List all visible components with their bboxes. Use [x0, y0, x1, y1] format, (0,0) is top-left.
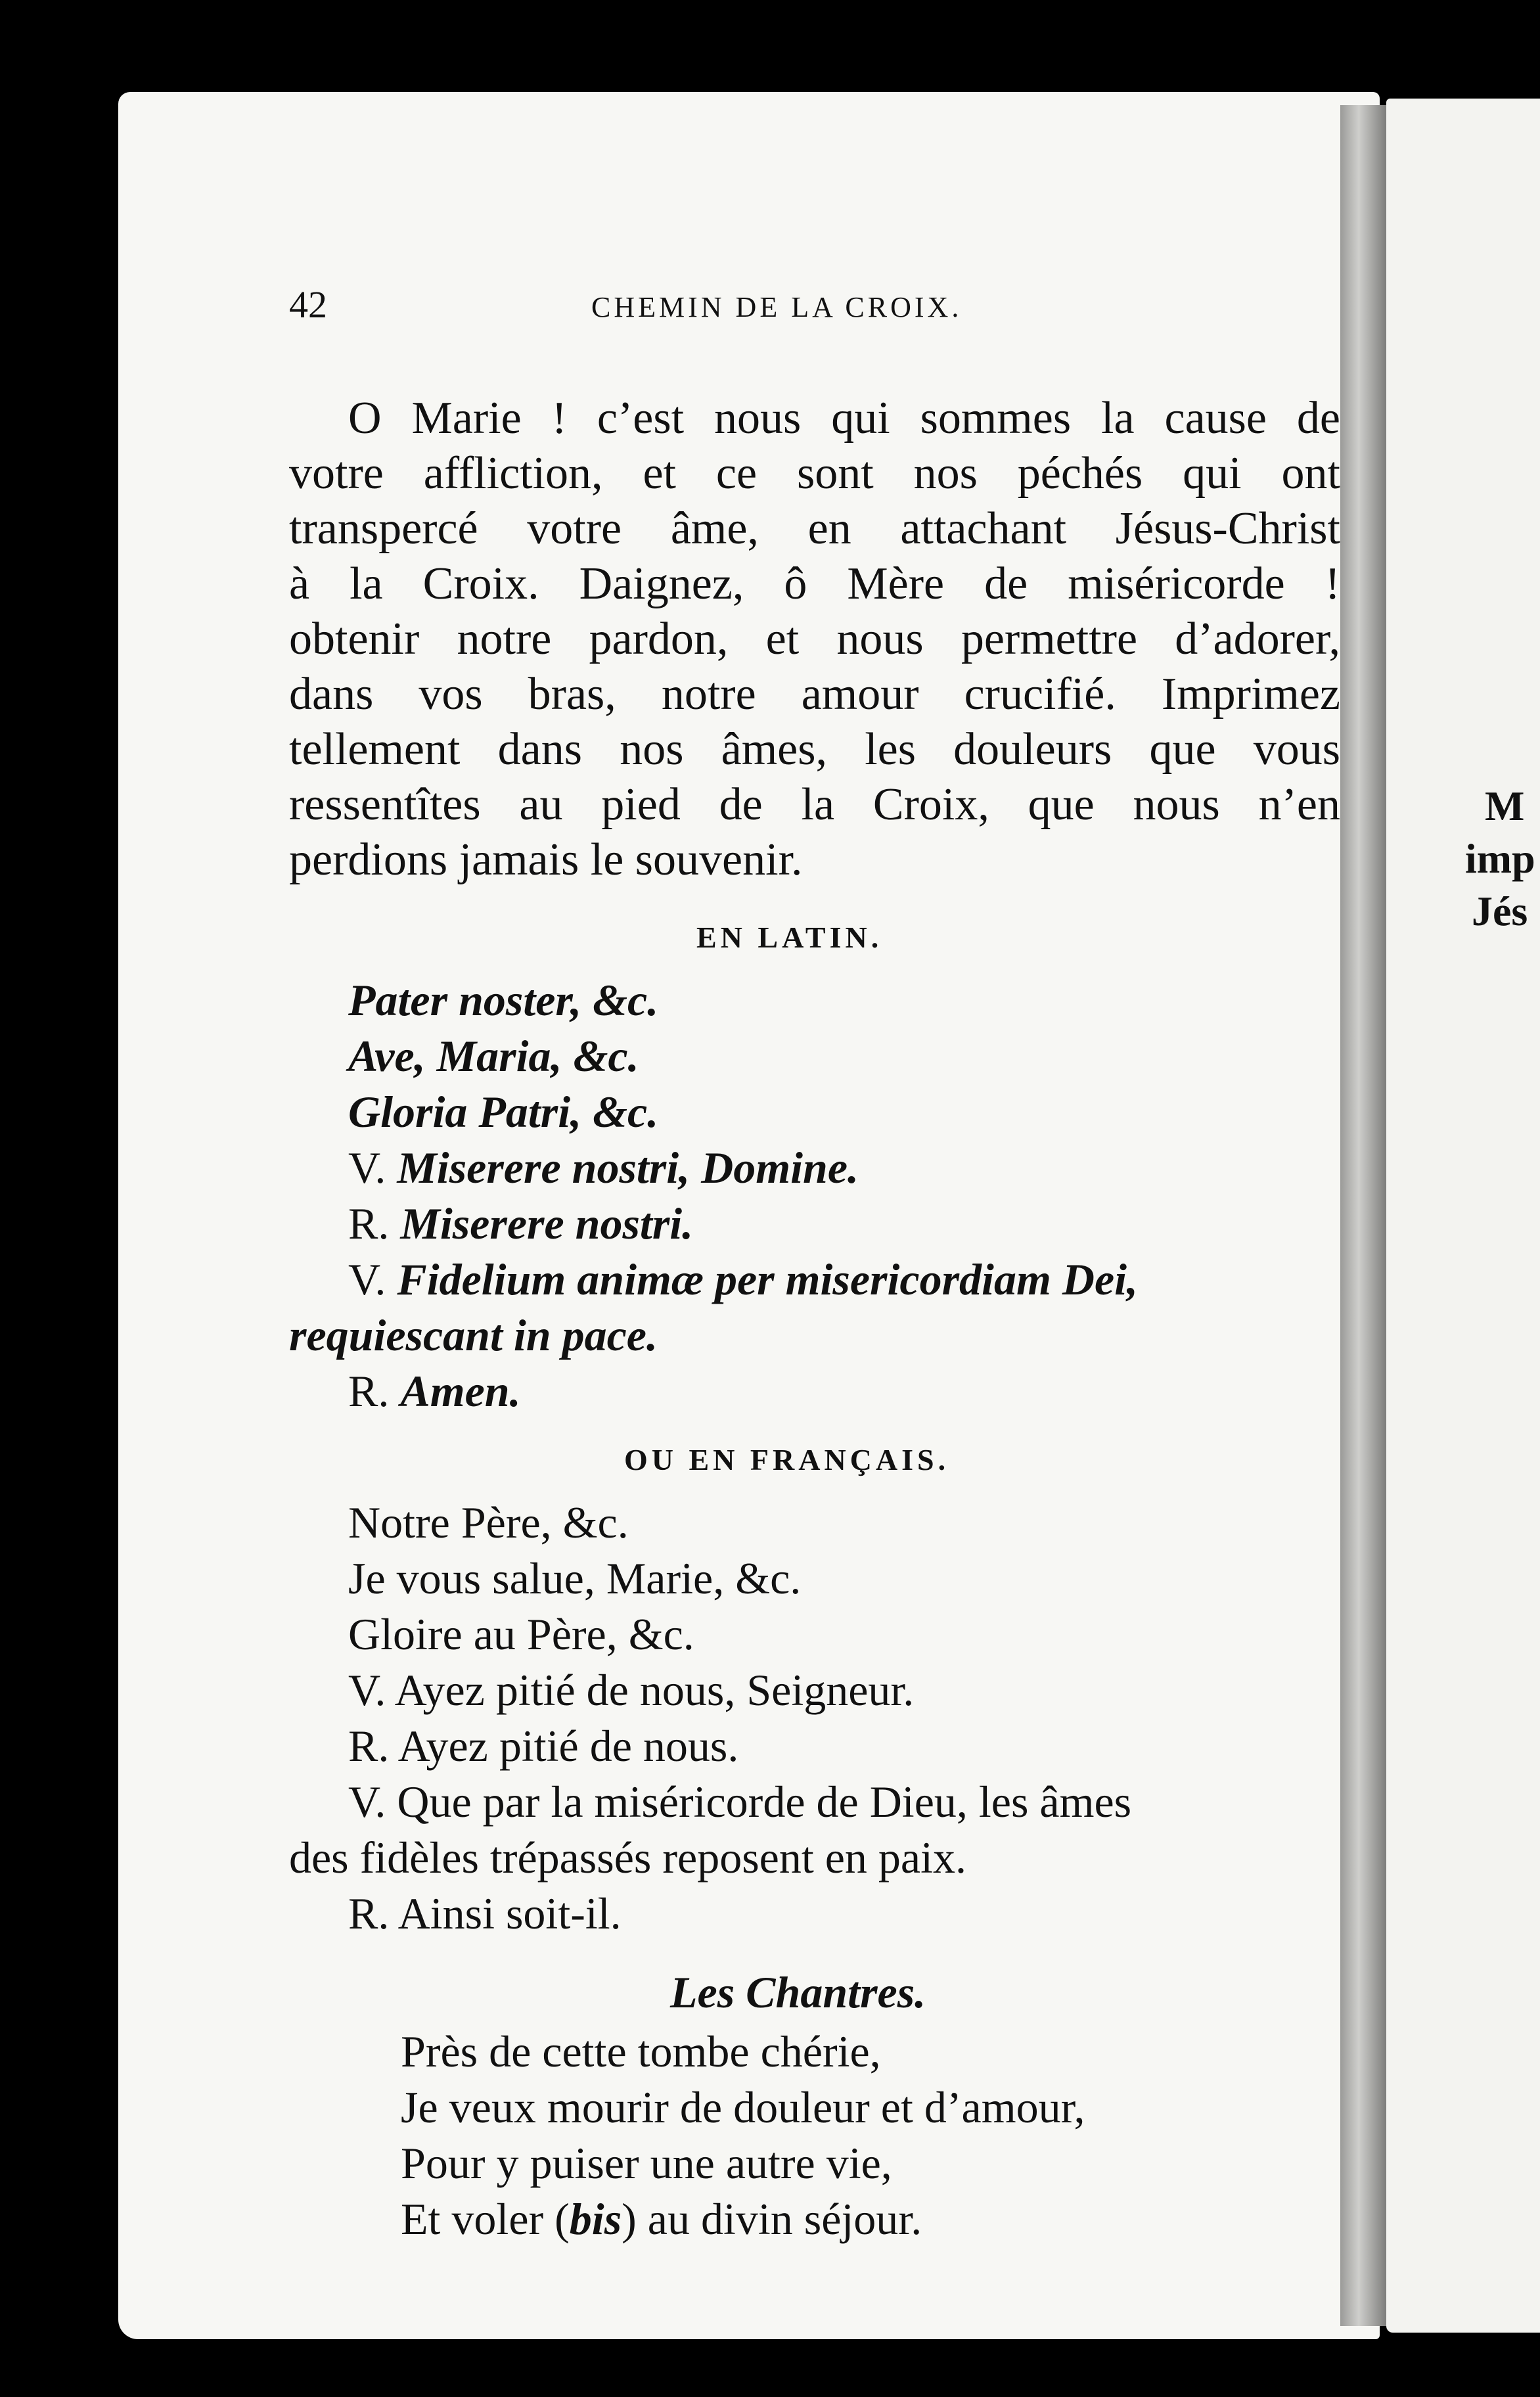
prayer-line: O Marie ! c’est nous qui sommes la cause de: [348, 393, 1340, 444]
running-title: CHEMIN DE LA CROIX.: [591, 291, 962, 323]
french-line: R. Ainsi soit-il.: [348, 1888, 622, 1938]
latin-line: Gloria Patri, &c.: [348, 1087, 659, 1137]
hymn-line: Pour y puiser une autre vie,: [401, 2138, 892, 2188]
latin-versicle: [348, 1140, 859, 1195]
prayer-line: dans vos bras, notre amour crucifié. Imprimez: [289, 669, 1340, 719]
latin-versicle: [348, 1252, 1138, 1307]
prayer-line: tellement dans nos âmes, les douleurs que vous: [289, 724, 1340, 775]
page-number: 42: [289, 283, 327, 326]
prayer-paragraph: [289, 391, 1340, 888]
chantres-heading: Les Chantres.: [670, 1967, 926, 2017]
french-line: Je vous salue, Marie, &c.: [348, 1553, 802, 1603]
prayer-line: votre affliction, et ce sont nos péchés qui ont: [289, 448, 1340, 499]
french-line: Gloire au Père, &c.: [348, 1609, 694, 1659]
french-heading: OU EN FRANÇAIS.: [624, 1443, 950, 1476]
hymn-line: [401, 2191, 922, 2247]
hymn-text: ) au divin séjour.: [622, 2194, 922, 2244]
french-line: R. Ayez pitié de nous.: [348, 1721, 739, 1771]
latin-line: requiescant in pace.: [289, 1310, 658, 1360]
versicle-label: V.: [348, 1254, 386, 1304]
facing-page-fragment: imp: [1465, 835, 1535, 882]
prayer-line: obtenir notre pardon, et nous permettre d’adorer,: [289, 614, 1340, 664]
latin-line: Ave, Maria, &c.: [348, 1031, 639, 1081]
versicle-text: Miserere nostri, Domine.: [397, 1143, 859, 1193]
facing-page-edge: [1386, 99, 1540, 2333]
prayer-line: transpercé votre âme, en attachant Jésus-Christ: [289, 503, 1340, 554]
hymn-line: Je veux mourir de douleur et d’amour,: [401, 2082, 1085, 2132]
latin-response: [348, 1363, 521, 1419]
versicle-label: V.: [348, 1143, 386, 1193]
facing-page-fragment: Jés: [1472, 888, 1528, 934]
prayer-line: perdions jamais le souvenir.: [289, 834, 803, 885]
prayer-line: à la Croix. Daignez, ô Mère de miséricorde !: [289, 559, 1340, 609]
hymn-line: Près de cette tombe chérie,: [401, 2026, 881, 2076]
french-line: Notre Père, &c.: [348, 1497, 629, 1547]
response-label: R.: [348, 1366, 390, 1416]
latin-line: Pater noster, &c.: [348, 975, 659, 1025]
response-text: Amen.: [400, 1366, 521, 1416]
book-gutter: [1340, 105, 1386, 2326]
french-line: des fidèles trépassés reposent en paix.: [289, 1833, 966, 1883]
latin-response: [348, 1196, 693, 1251]
facing-page-fragment: M: [1485, 783, 1525, 829]
hymn-text-italic: bis: [569, 2194, 622, 2244]
french-line: V. Que par la miséricorde de Dieu, les âmes: [348, 1777, 1132, 1827]
hymn-text: Et voler (: [401, 2194, 570, 2244]
latin-heading: EN LATIN.: [696, 921, 883, 954]
response-text: Miserere nostri.: [400, 1198, 694, 1248]
running-header: [289, 283, 1340, 335]
versicle-text: Fidelium animæ per misericordiam Dei,: [397, 1254, 1139, 1304]
prayer-line: ressentîtes au pied de la Croix, que nous n’en: [289, 779, 1340, 830]
french-line: V. Ayez pitié de nous, Seigneur.: [348, 1665, 915, 1715]
response-label: R.: [348, 1198, 390, 1248]
